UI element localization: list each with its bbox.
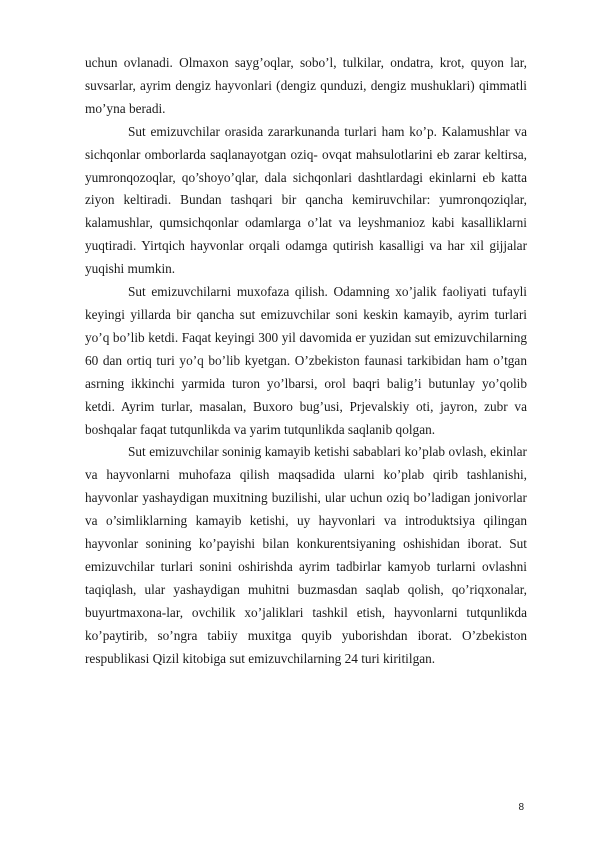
paragraph-decline-reasons: Sut emizuvchilar soninig kamayib ketishi sabablari ko’plab ovlash, ekinlar va hayvonlarni muhofaza qilish maqsadida ularni ko’plab qirib tashlanishi, hayvonlar yashaydigan muxitning buzilishi, ular uchun oziq bo’ladigan jonivorlar va o’simliklarning kamayib ketishi, uy hayvonlari va introduktsiya qilingan hayvonlar sonining ko’payishi bilan konkurentsiyaning oshishidan iborat. Sut emizuvchilar turlari sonini oshirishda ayrim tadbirlar kamyob turlarni ovlashni taqiqlash, ular yashaydigan muhitni buzmasdan saqlab qolish, qo’riqxonalar, buyurtmaxona-lar, ovchilik xo’jaliklari tashkil etish, hayvonlarni tutqunlikda ko’paytirib, so’ngra tabiiy muxitga quyib yuborishdan iborat. O’zbekiston respublikasi Qizil kitobiga sut emizuvchilarning 24 turi kiritilgan. [85,444,527,666]
body-text [85,52,527,670]
paragraph-pests: Sut emizuvchilar orasida zararkunanda turlari ham ko’p. Kalamushlar va sichqonlar omborlarda saqlanayotgan oziq- ovqat mahsulotlarini eb zarar keltirsa, yumronqozoqlar, qo’shoyo’qlar, dala sichqonlari dashtlardagi ekinlarni eb katta ziyon keltiradi. Bundan tashqari bir qancha kemiruvchilar: yumronqoziqlar, kalamushlar, qumsichqonlar odamlarga o’lat va leyshmanioz kabi kasalliklarni yuqtiradi. Yirtqich hayvonlar orqali odamga qutirish kasalligi va har xil gijjalar yuqishi mumkin. [85,123,527,277]
page-number: 8 [518,802,524,813]
paragraph-protection: Sut emizuvchilarni muxofaza qilish. Odamning xo’jalik faoliyati tufayli keyingi yillarda bir qancha sut emizuvchilar soni keskin kamayib, ayrim turlari yo’q bo’lib ketdi. Faqat keyingi 300 yil davomida er yuzidan sut emizuvchilarning 60 dan ortiq turi yo’q bo’lib kyetgan. O’zbekiston faunasi tarkibidan ham o’tgan asrning ikkinchi yarmida turon yo’lbarsi, orol baqri balig’i butunlay yo’qolib ketdi. Ayrim turlar, masalan, Buxoro bug’usi, Prjevalskiy oti, jayron, zubr va boshqalar faqat tutqunlikda va yarim tutqunlikda saqlanib qolgan. [85,284,527,437]
paragraph-continuation: uchun ovlanadi. Olmaxon sayg’oqlar, sobo’l, tulkilar, ondatra, krot, quyon lar, suvsarlar, ayrim dengiz hayvonlari (dengiz qunduzi, dengiz mushuklari) qimmatli mo’yna beradi. [85,55,527,116]
